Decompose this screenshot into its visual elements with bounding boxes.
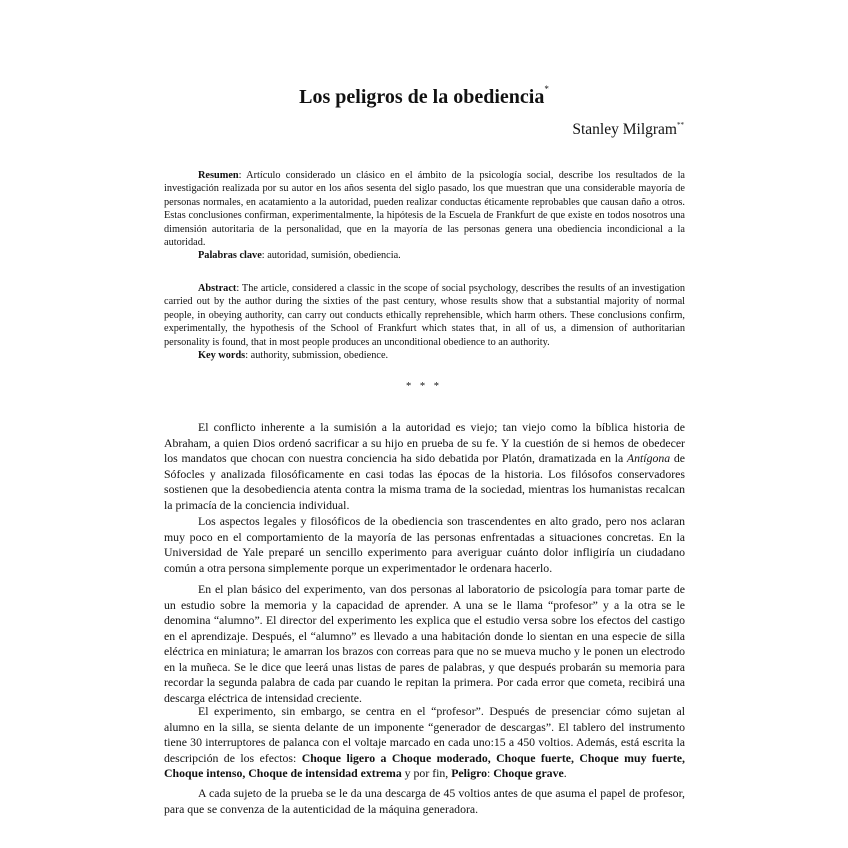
paragraph-2-text: Los aspectos legales y filosóficos de la obediencia son trascendentes en alto grado, pero nos aclaran muy poco en el comportamiento de la mayoría de las personas enfrentadas a situaciones concretas. En la Universidad de Yale preparé un sencillo experimento para averiguar cuánto dolor infligiría un ciudadano común a otra persona simplemente porque un experimentador le ordenara hacerlo. <box>164 514 685 575</box>
resumen-paragraph <box>164 169 685 249</box>
resumen-label: Resumen <box>198 170 239 181</box>
body-paragraph-2 <box>164 514 685 576</box>
p1-text-a: El conflicto inherente a la sumisión a la autoridad es viejo; tan viejo como la bíblica historia de Abraham, a quien Dios ordenó sacrificar a su hijo en prueba de su fe. Y la cuestión de si hemos de obedecer los mandatos que chocan con nuestra conciencia ha sido debatida por Platón, dramatizada en la <box>164 420 685 465</box>
section-separator: * * * <box>406 381 442 392</box>
p1-text-b: de Sófocles y analizada filosóficamente en casi todas las épocas de la historia. Los filósofos conservadores sostienen que la desobediencia atenta contra la misma trama de la sociedad, mientras los humanistas recalcan la primacía de la conciencia individual. <box>164 451 685 512</box>
resumen-section <box>164 169 685 263</box>
p4-text-a: El experimento, sin embargo, se centra en el “profesor”. Después de presenciar cómo sujetan al alumno en la silla, se sienta delante de un imponente “generador de descargas”. El tablero del instrumento tiene 30 interruptores de palanca con el voltaje marcado en cada uno:15 a 450 voltios. Además, está escrita la descripción de los efectos: <box>164 704 685 765</box>
abstract-paragraph <box>164 282 685 349</box>
body-paragraph-3 <box>164 582 685 706</box>
author-footnote-mark: ** <box>677 121 684 129</box>
abstract-label: Abstract <box>198 283 237 294</box>
paragraph-5-text: A cada sujeto de la prueba se le da una descarga de 45 voltios antes de que asuma el papel de profesor, para que se convenza de la autenticidad de la máquina generadora. <box>164 786 685 816</box>
p4-colon: : <box>487 766 494 780</box>
key-words-text: : authority, submission, obedience. <box>245 350 389 362</box>
article-title <box>0 86 848 109</box>
body-paragraph-4 <box>164 704 685 782</box>
p4-text-mid: y por fin, <box>401 766 452 780</box>
abstract-section <box>164 282 685 362</box>
p1-italic-title: Antígona <box>626 451 671 465</box>
body-paragraph-5 <box>164 786 685 817</box>
author-text: Stanley Milgram <box>572 121 677 138</box>
body-paragraph-1 <box>164 420 685 513</box>
key-words-label: Key words <box>198 350 246 362</box>
p4-choque-grave: Choque grave <box>493 766 564 780</box>
p4-shock-levels: Choque ligero a Choque moderado, Choque fuerte, Choque muy fuerte, Choque intenso, Choque de intensidad extrema <box>164 750 685 780</box>
title-text: Los peligros de la obediencia <box>299 86 545 108</box>
paragraph-1-text <box>164 420 685 513</box>
p4-end: . <box>563 766 567 780</box>
key-words <box>164 349 685 362</box>
paragraph-3-text: En el plan básico del experimento, van dos personas al laboratorio de psicología para tomar parte de un estudio sobre la memoria y la capacidad de aprender. A una se le llama “profesor” y a la otra se le denomina “alumno”. El director del experimento les explica que el estudio versa sobre los efectos del castigo en el aprendizaje. Después, el “alumno” es llevado a una habitación donde lo sientan en una especie de silla eléctrica en miniatura; le amarran los brazos con correas para que no se mueva mucho y le ponen un electrodo en la muñeca. Se le dice que leerá unas listas de pares de palabras, y que después probarán su memoria para recordar la segunda palabra de cada par cuando le repitan la primera. Por cada error que cometa, recibirá una descarga eléctrica de intensidad creciente. <box>164 582 685 705</box>
palabras-clave-label: Palabras clave <box>198 250 262 262</box>
paragraph-4-text <box>164 704 685 782</box>
p4-peligro: Peligro <box>451 766 488 780</box>
author-name <box>572 121 684 139</box>
palabras-clave-text: : autoridad, sumisión, obediencia. <box>261 250 401 262</box>
abstract-text: : The article, considered a classic in the scope of social psychology, describes the results of an investigation carried out by the author during the sixties of the past century, whose results show that a substantial majority of normal people, in obeying authority, can carry out conducts ethically reprehensible, which harm others. These conclusions confirm, experimentally, the hypothesis of the School of Frankfurt which states that, in all of us, a dimension of authoritarian personality is found, that in most people produces an unconditional obedience to an authority. <box>164 283 685 348</box>
palabras-clave <box>164 249 685 262</box>
resumen-text: : Artículo considerado un clásico en el ámbito de la psicología social, describe los resultados de la investigación realizada por su autor en los años sesenta del siglo pasado, los que muestran que una considerable mayoría de personas normales, en acatamiento a la autoridad, pueden realizar conductas éticamente reprobables que causan daño a otros. Estas conclusiones confirman, experimentalmente, la hipótesis de la Escuela de Frankfurt de que existe en todos nosotros una dimensión autoritaria de la personalidad, que en la mayoría de las personas genera una obediencia incondicional a la autoridad. <box>164 170 685 249</box>
title-footnote-mark: * <box>544 84 549 94</box>
